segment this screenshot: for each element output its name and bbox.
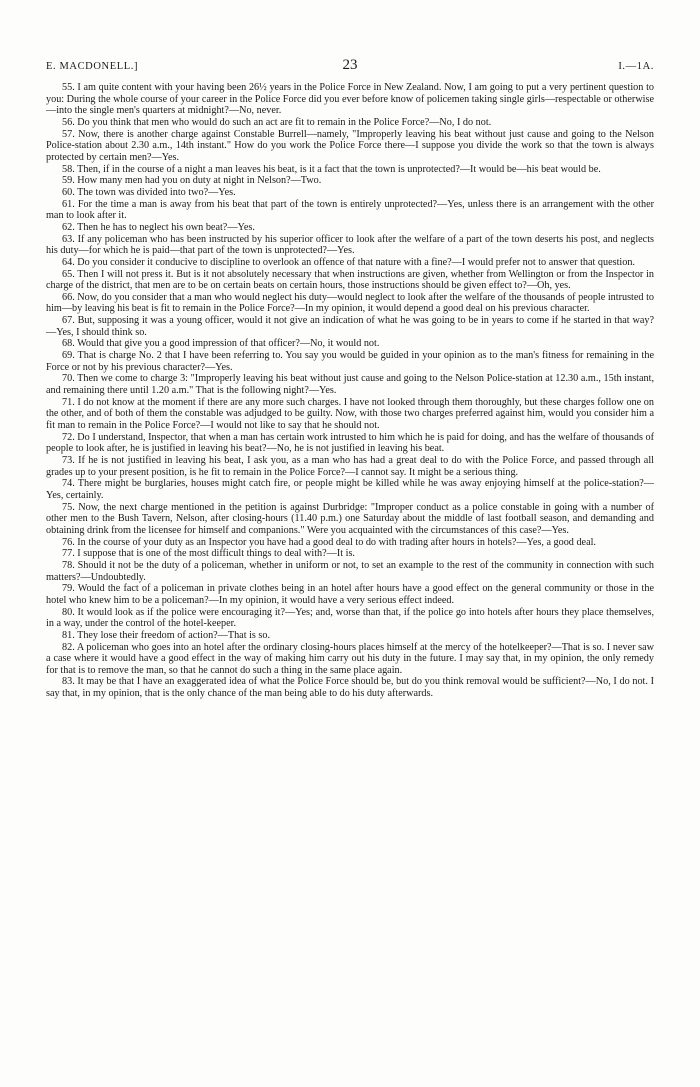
question-71: 71. I do not know at the moment if there are any more such charges. I have not looked through them thoroughly, but these charges follow one on the other, and of both of them the constable was adjudged to be guilty. Now, with those two charges preferred against him, would you consider him a fit man to remain in the Police Force?—I would not like to say that he should not. <box>46 396 654 432</box>
question-60: 60. The town was divided into two?—Yes. <box>62 186 236 198</box>
document-reference: I.—1A. <box>618 61 654 72</box>
question-80: 80. It would look as if the police were encouraging it?—Yes; and, worse than that, if the police go into hotels after hours they place themselves, in a way, under the control of the hotel-keeper. <box>46 606 654 630</box>
question-55: 55. I am quite content with your having been 26½ years in the Police Force in New Zealand. Now, I am going to put a very pertinent question to you: During the whole course of your career in the Police Force did you ever before know of policemen taking single girls—respectable or otherwise—into the single men's quarters at midnight?—No, never. <box>46 82 654 117</box>
question-58: 58. Then, if in the course of a night a man leaves his beat, is it a fact that the town is unprotected?—It would be—his beat would be. <box>62 163 601 175</box>
question-72: 72. Do I understand, Inspector, that when a man has certain work intrusted to him which he is paid for doing, and has the welfare of thousands of people to look after, he is justified in leaving his beat?—No, he is not justified in leaving his beat. <box>46 431 654 455</box>
question-75: 75. Now, the next charge mentioned in the petition is against Durbridge: "Improper conduct as a police constable in going with a number of other men to the Bush Tavern, Nelson, after closing-hours (11.40 p.m.) one Saturday about the middle of last football season, and demanding and obtaining drink from the licensee for himself and companions." Were you acquainted with the circumstances of this case?—Yes. <box>46 501 654 536</box>
question-62: 62. Then he has to neglect his own beat?—Yes. <box>62 221 255 233</box>
page-header <box>46 57 654 79</box>
question-79: 79. Would the fact of a policeman in private clothes being in an hotel after hours have a good effect on the general community or those in the hotel who knew him to be a policeman?—In my opinion, it would have a very serious effect indeed. <box>46 583 654 606</box>
question-64: 64. Do you consider it conducive to discipline to overlook an offence of that nature with a fine?—I would prefer not to answer that question. <box>62 256 635 268</box>
question-66: 66. Now, do you consider that a man who would neglect his duty—would neglect to look after the welfare of the thousands of people intrusted to him—by leaving his beat is fit to remain in the Police Force?—In my opinion, it would depend a good deal on his previous character. <box>46 291 654 315</box>
question-59: 59. How many men had you on duty at night in Nelson?—Two. <box>62 175 322 187</box>
question-67: 67. But, supposing it was a young officer, would it not give an indication of what he was going to be in years to come if he started in that way?—Yes, I should think so. <box>46 315 654 338</box>
question-83: 83. It may be that I have an exaggerated idea of what the Police Force should be, but do you think removal would be sufficient?—No, I do not. I say that, in my opinion, that is the only chance of the man being able to do his duty afterwards. <box>46 676 654 700</box>
question-61: 61. For the time a man is away from his beat that part of the town is entirely unprotected?—Yes, unless there is an arrangement with the other man to look after it. <box>46 198 654 222</box>
question-56: 56. Do you think that men who would do such an act are fit to remain in the Police Force?—No, I do not. <box>62 116 492 128</box>
question-74: 74. There might be burglaries, houses might catch fire, or people might be killed while he was away enjoying himself at the police-station?—Yes, certainly. <box>46 478 654 501</box>
header-witness-name: E. MACDONELL.] <box>46 61 139 72</box>
question-68: 68. Would that give you a good impression of that officer?—No, it would not. <box>62 338 380 350</box>
question-73: 73. If he is not justified in leaving his beat, I ask you, as a man who has had a great deal to do with the Police Force, and passed through all grades up to your present position, is he fit to remain in the Police Force?—I cannot say. It might be a serious thing. <box>46 455 654 478</box>
question-63: 63. If any policeman who has been instructed by his superior officer to look after the welfare of a part of the town deserts his post, and neglects his duty—for which he is paid—that part of the town is unprotected?—Yes. <box>46 233 654 257</box>
question-76: 76. In the course of your duty as an Inspector you have had a good deal to do with trading after hours in hotels?—Yes, a good deal. <box>62 536 596 548</box>
question-78: 78. Should it not be the duty of a policeman, whether in uniform or not, to set an example to the rest of the community in connection with such matters?—Undoubtedly. <box>46 559 654 583</box>
testimony-body <box>46 82 654 700</box>
question-77: 77. I suppose that is one of the most difficult things to deal with?—It is. <box>62 548 355 560</box>
question-81: 81. They lose their freedom of action?—That is so. <box>62 629 271 641</box>
question-82: 82. A policeman who goes into an hotel after the ordinary closing-hours places himself at the mercy of the hotelkeeper?—That is so. I never saw a case where it would have a good effect in the way of making him carry out his duty in the future. I may say that, in my opinion, the only remedy for that is to remove the man, so that he cannot do such a thing in the same place again. <box>46 641 654 676</box>
page-number: 23 <box>342 57 358 73</box>
question-69: 69. That is charge No. 2 that I have been referring to. You say you would be guided in your opinion as to the man's fitness for remaining in the Force or not by his previous character?—Yes. <box>46 350 654 373</box>
question-70: 70. Then we come to charge 3: "Improperly leaving his beat without just cause and going to the Nelson Police-station at 12.30 a.m., 15th instant, and remaining there until 1.20 a.m." That is the following night?—Yes. <box>46 373 654 397</box>
question-57: 57. Now, there is another charge against Constable Burrell—namely, "Improperly leaving his beat without just cause and going to the Nelson Police-station about 2.30 a.m., 14th instant." How do you work the Police Force there—I suppose you divide the work so that the town is always protected by certain men?—Yes. <box>46 128 654 163</box>
question-65: 65. Then I will not press it. But is it not absolutely necessary that when instructions are given, whether from Wellington or from the Inspector in charge of the district, that men are to be on certain beats on certain hours, those instructions should be given effect to?—Oh, yes. <box>46 268 654 292</box>
